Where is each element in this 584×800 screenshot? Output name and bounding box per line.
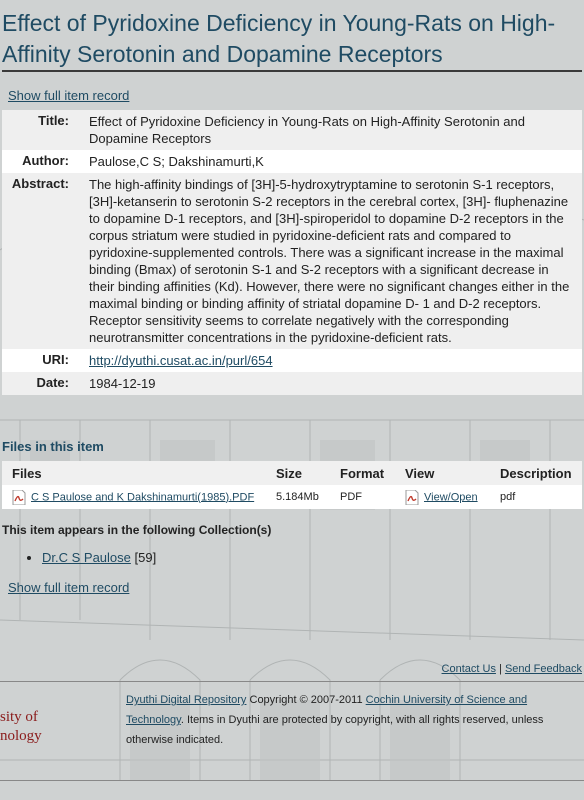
files-heading: Files in this item — [2, 439, 104, 454]
collection-link[interactable]: Dr.C S Paulose — [42, 550, 131, 565]
metadata-value: 1984-12-19 — [89, 376, 156, 391]
metadata-value: Effect of Pyridoxine Deficiency in Young-Rats on High-Affinity Serotonin and Dopamine Receptors — [89, 114, 525, 146]
column-header-size: Size — [276, 465, 303, 481]
file-description: pdf — [500, 491, 516, 503]
pdf-view-icon[interactable] — [405, 490, 419, 505]
list-item — [42, 550, 156, 565]
university-logo — [0, 708, 42, 746]
files-table — [2, 461, 582, 509]
metadata-row-author — [2, 150, 582, 173]
university-link[interactable]: Cochin University of Science and Technology — [126, 694, 528, 726]
show-full-record-link-bottom[interactable]: Show full item record — [8, 580, 130, 595]
file-name-link[interactable]: C S Paulose and K Dakshinamurti(1985).PDF — [31, 490, 255, 503]
footer-links — [442, 663, 582, 675]
pdf-file-icon[interactable] — [12, 490, 26, 505]
send-feedback-link[interactable]: Send Feedback — [504, 663, 582, 675]
repository-link[interactable]: Dyuthi Digital Repository — [126, 694, 247, 706]
copyright-text: Copyright © 2007-2011 — [249, 694, 363, 706]
title-divider — [2, 70, 582, 72]
metadata-value: Paulose,C S; Dakshinamurti,K — [89, 154, 264, 169]
column-header-description: Description — [500, 465, 572, 481]
metadata-label: URI: — [42, 352, 69, 367]
contact-us-link[interactable]: Contact Us — [441, 663, 496, 675]
metadata-label: Date: — [36, 375, 69, 390]
page-title: Effect of Pyridoxine Deficiency in Young-Rats on High-Affinity Serotonin and Dopamine Receptors — [2, 10, 556, 67]
collection-count: [59] — [134, 550, 157, 565]
metadata-row-date — [2, 372, 582, 395]
metadata-label: Abstract: — [11, 176, 69, 191]
collections-heading: This item appears in the following Collection(s) — [2, 523, 272, 537]
footer-divider — [0, 681, 584, 682]
files-table-header — [2, 461, 582, 485]
file-row — [2, 485, 582, 509]
metadata-row-title — [2, 110, 582, 150]
metadata-table — [2, 110, 582, 395]
metadata-value: The high-affinity bindings of [3H]-5-hydroxytryptamine to serotonin S-1 receptors, [3H]-ketanserin to serotonin S-2 receptors in the cerebral cortex, [3H]- fluphenazine to dopamine D-1 receptors, and [3H]-spiroperidol to dopamine D-2 receptors in the corpus striatum were studied in pyridoxine-deficient rats and compared to pyridoxine-supplemented controls. There was a significant increase in the maximal binding (Bmax) of serotonin S-1 and S-2 receptors with a significant decrease in their binding affinities (Kd). However, there were no significant changes either in the maximal binding or binding affinity of striatal dopamine D- 1 and D-2 receptors. Receptor sensitivity seems to correlate negatively with the corresponding neurotransmitter concentrations in the pyridoxine-deficient rats. — [89, 177, 570, 345]
metadata-row-abstract — [2, 173, 582, 349]
rights-text: . Items in Dyuthi are protected by copyright, with all rights reserved, unless otherwise indicated. — [126, 714, 544, 746]
view-open-link[interactable]: View/Open — [424, 490, 478, 503]
column-header-view: View — [405, 465, 435, 481]
show-full-record-link[interactable]: Show full item record — [8, 88, 130, 103]
column-header-files: Files — [12, 465, 42, 481]
bottom-divider — [0, 780, 584, 781]
metadata-label: Title: — [38, 113, 69, 128]
column-header-format: Format — [340, 465, 385, 481]
collections-list — [24, 550, 156, 565]
footer-copyright — [126, 690, 556, 750]
uri-link[interactable]: http://dyuthi.cusat.ac.in/purl/654 — [89, 353, 273, 368]
file-format: PDF — [340, 491, 362, 503]
logo-text: nology — [0, 728, 42, 744]
metadata-label: Author: — [22, 153, 69, 168]
footer-separator: | — [499, 663, 502, 675]
file-size: 5.184Mb — [276, 491, 319, 503]
metadata-row-uri — [2, 349, 582, 372]
logo-text: sity of — [0, 709, 38, 725]
